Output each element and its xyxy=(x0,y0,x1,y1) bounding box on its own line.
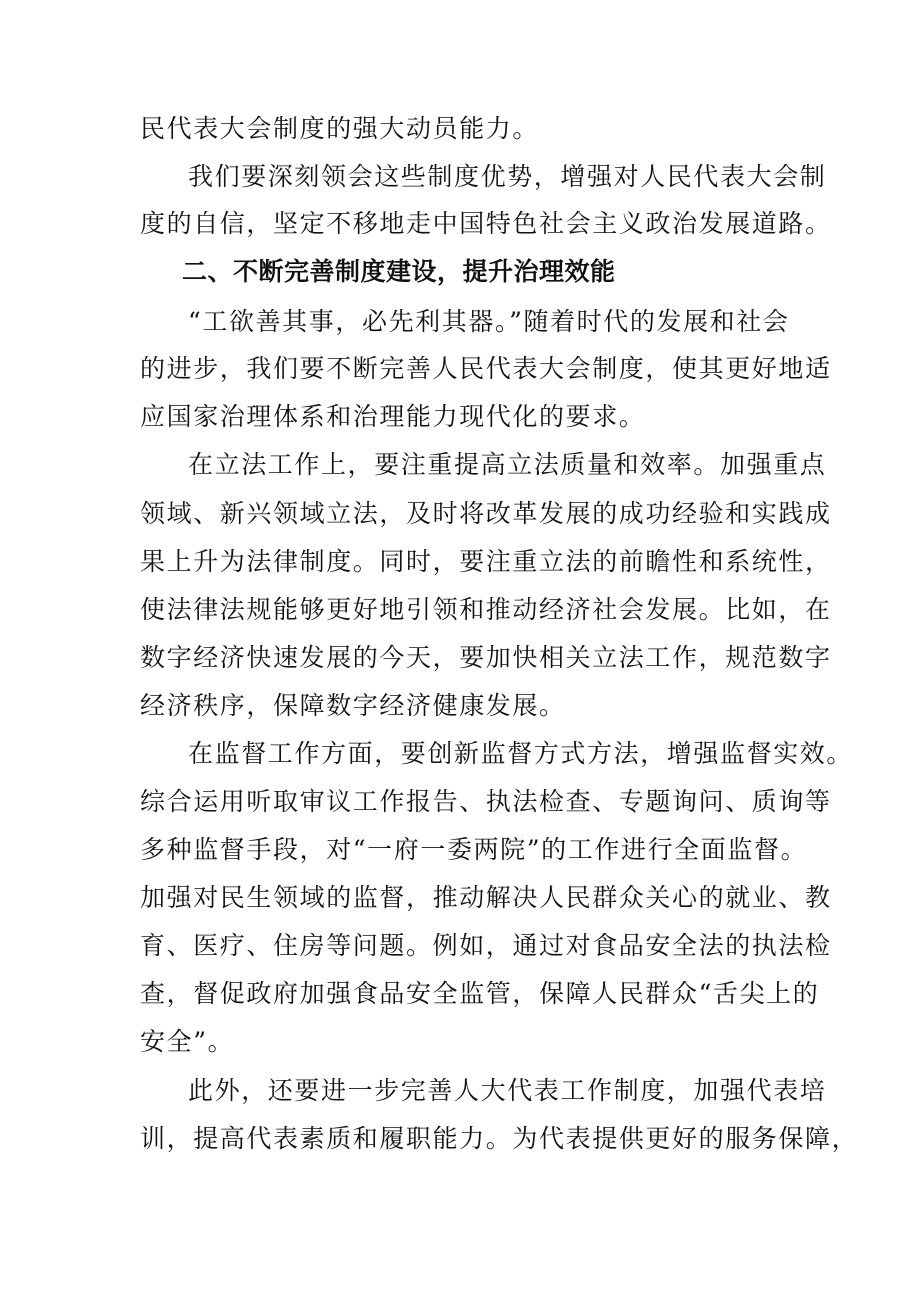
paragraph-line: 度的自信，坚定不移地走中国特色社会主义政治发展道路。 xyxy=(140,209,832,238)
paragraph-line: 安全”。 xyxy=(140,1027,235,1056)
paragraph-line: 此外，还要进一步完善人大代表工作制度，加强代表培 xyxy=(188,1076,827,1105)
paragraph-line: 育、医疗、住房等问题。例如，通过对食品安全法的执法检 xyxy=(140,931,832,960)
paragraph-line: 在立法工作上，要注重提高立法质量和效率。加强重点 xyxy=(188,450,827,479)
paragraph-line: 使法律法规能够更好地引领和推动经济社会发展。比如，在 xyxy=(140,595,832,624)
paragraph-line: 我们要深刻领会这些制度优势，增强对人民代表大会制 xyxy=(188,162,827,191)
paragraph-line: 多种监督手段，对“一府一委两院”的工作进行全面监督。 xyxy=(140,835,808,864)
section-heading: 二、不断完善制度建设，提升治理效能 xyxy=(182,257,616,286)
paragraph-line: 综合运用听取审议工作报告、执法检查、专题询问、质询等 xyxy=(140,787,832,816)
paragraph-line: 民代表大会制度的强大动员能力。 xyxy=(140,114,540,143)
paragraph-line: 加强对民生领域的监督，推动解决人民群众关心的就业、教 xyxy=(140,883,832,912)
paragraph-line: “工欲善其事，必先利其器。”随着时代的发展和社会 xyxy=(188,307,790,336)
paragraph-line: 的进步，我们要不断完善人民代表大会制度，使其更好地适 xyxy=(140,354,832,383)
paragraph-line: 数字经济快速发展的今天，要加快相关立法工作，规范数字 xyxy=(140,643,832,672)
paragraph-line: 训，提高代表素质和履职能力。为代表提供更好的服务保障， xyxy=(140,1124,859,1153)
paragraph-line: 果上升为法律制度。同时，要注重立法的前瞻性和系统性， xyxy=(140,547,832,576)
paragraph-line: 应国家治理体系和治理能力现代化的要求。 xyxy=(140,402,646,431)
paragraph-line: 领域、新兴领域立法，及时将改革发展的成功经验和实践成 xyxy=(140,499,832,528)
paragraph-line: 查，督促政府加强食品安全监管，保障人民群众“舌尖上的 xyxy=(140,979,820,1008)
paragraph-line: 在监督工作方面，要创新监督方式方法，增强监督实效。 xyxy=(188,739,854,768)
paragraph-line: 经济秩序，保障数字经济健康发展。 xyxy=(140,691,566,720)
